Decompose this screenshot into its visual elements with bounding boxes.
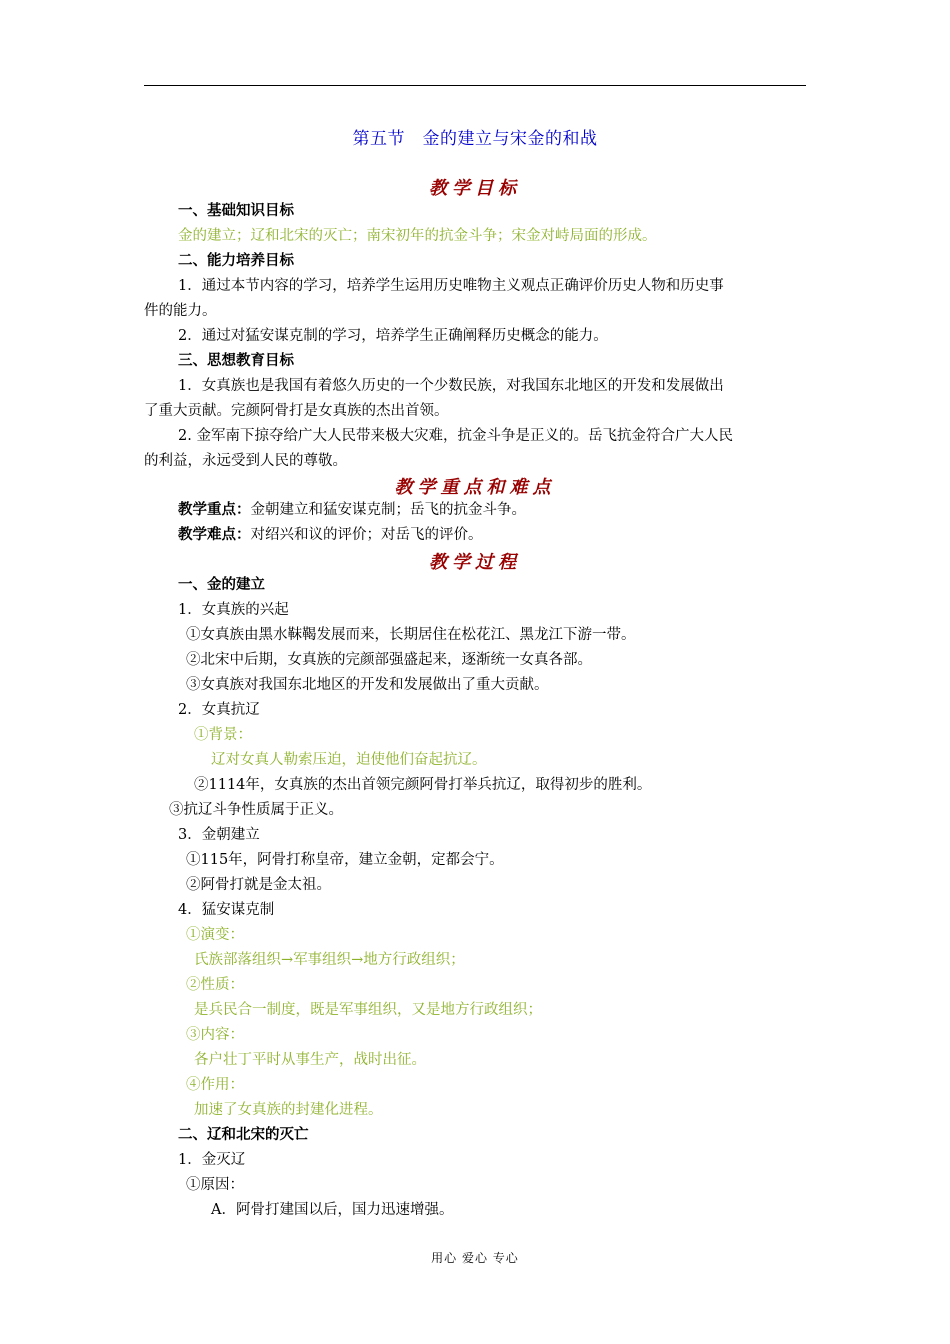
header-rule xyxy=(144,85,806,86)
page-footer: 用心 爱心 专心 xyxy=(431,1251,519,1265)
process-s2c: ③抗辽斗争性质属于正义。 xyxy=(169,802,343,818)
process-s4d-text: 加速了女真族的封建化进程。 xyxy=(194,1102,383,1118)
process-s4b-text: 是兵民合一制度，既是军事组织，又是地方行政组织； xyxy=(194,1002,542,1018)
process-s4a-text: 氏族部落组织→军事组织→地方行政组织； xyxy=(194,952,465,968)
process-t1: 1．金灭辽 xyxy=(178,1152,246,1168)
objective-heading-3: 三、思想教育目标 xyxy=(178,353,294,369)
objective-text-5b: 的利益，永远受到人民的尊敬。 xyxy=(144,453,347,469)
heading-key-points: 教学重点和难点 xyxy=(394,477,556,498)
key-difficulty-label: 教学难点： xyxy=(178,527,251,543)
process-s4: 4．猛安谋克制 xyxy=(178,902,275,918)
objective-heading-1: 一、基础知识目标 xyxy=(178,203,294,219)
process-s1c: ③女真族对我国东北地区的开发和发展做出了重大贡献。 xyxy=(186,677,549,693)
heading-objectives: 教学目标 xyxy=(429,178,521,199)
process-t1a: ①原因： xyxy=(186,1177,244,1193)
process-s2a-text: 辽对女真人勒索压迫，迫使他们奋起抗辽。 xyxy=(211,752,487,768)
key-focus-label: 教学重点： xyxy=(178,502,251,518)
process-heading-2: 二、辽和北宋的灭亡 xyxy=(178,1127,309,1143)
objective-text-5a: 2. 金军南下掠夺给广大人民带来极大灾难，抗金斗争是正义的。岳飞抗金符合广大人民 xyxy=(178,428,733,444)
process-s2a: ①背景： xyxy=(194,727,252,743)
process-t1a-text: A．阿骨打建国以后，国力迅速增强。 xyxy=(211,1202,454,1218)
key-difficulty-text: 对绍兴和议的评价；对岳飞的评价。 xyxy=(250,527,483,543)
objective-text-1: 金的建立；辽和北宋的灭亡；南宋初年的抗金斗争；宋金对峙局面的形成。 xyxy=(178,228,657,244)
process-s1a: ①女真族由黑水靺鞨发展而来，长期居住在松花江、黑龙江下游一带。 xyxy=(186,627,636,643)
process-s4b: ②性质： xyxy=(186,977,244,993)
key-focus-text: 金朝建立和猛安谋克制；岳飞的抗金斗争。 xyxy=(250,502,526,518)
process-s2: 2．女真抗辽 xyxy=(178,702,260,718)
process-s3a: ①115年，阿骨打称皇帝，建立金朝，定都会宁。 xyxy=(186,852,504,868)
process-s3b: ②阿骨打就是金太祖。 xyxy=(186,877,331,893)
process-heading-1: 一、金的建立 xyxy=(178,577,265,593)
process-s1: 1．女真族的兴起 xyxy=(178,602,289,618)
process-s4d: ④作用： xyxy=(186,1077,244,1093)
process-s4c-text: 各户壮丁平时从事生产，战时出征。 xyxy=(194,1052,426,1068)
objective-heading-2: 二、能力培养目标 xyxy=(178,253,294,269)
process-s4c: ③内容： xyxy=(186,1027,244,1043)
objective-text-3: 2．通过对猛安谋克制的学习，培养学生正确阐释历史概念的能力。 xyxy=(178,328,608,344)
key-difficulty xyxy=(178,525,483,545)
objective-text-4a: 1．女真族也是我国有着悠久历史的一个少数民族，对我国东北地区的开发和发展做出 xyxy=(178,378,724,394)
heading-process: 教学过程 xyxy=(429,552,521,573)
objective-text-2b: 件的能力。 xyxy=(144,303,217,319)
key-focus xyxy=(178,500,526,520)
page-title: 第五节 金的建立与宋金的和战 xyxy=(352,129,598,149)
objective-text-2a: 1．通过本节内容的学习，培养学生运用历史唯物主义观点正确评价历史人物和历史事 xyxy=(178,278,724,294)
process-s4a: ①演变： xyxy=(186,927,244,943)
process-s2b: ②1114年，女真族的杰出首领完颜阿骨打举兵抗辽，取得初步的胜利。 xyxy=(194,777,652,793)
process-s1b: ②北宋中后期，女真族的完颜部强盛起来，逐渐统一女真各部。 xyxy=(186,652,592,668)
objective-text-4b: 了重大贡献。完颜阿骨打是女真族的杰出首领。 xyxy=(144,403,449,419)
process-s3: 3．金朝建立 xyxy=(178,827,260,843)
